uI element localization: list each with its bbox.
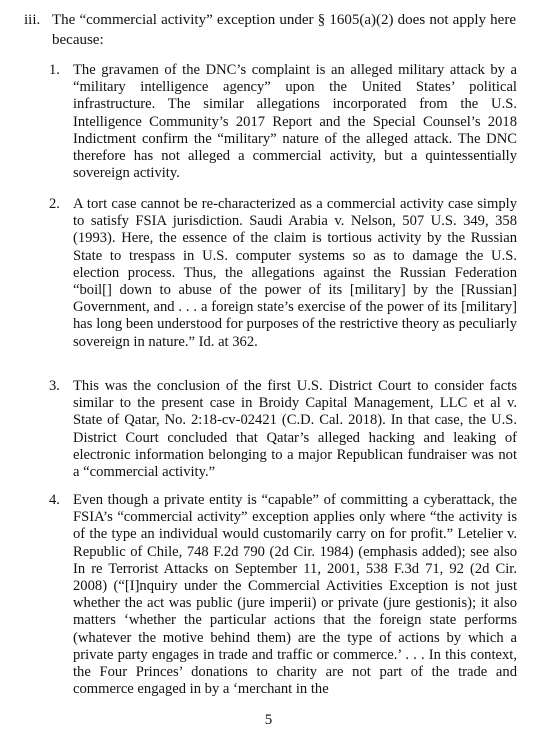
list-item-text: A tort case cannot be re-characterized as a commercial activity case simply to satisfy FSIA jurisdiction. Saudi Arabia v. Nelson, 507 U.S. 349, 358 (1993). Here, the essence of the claim is tortious activity by the Russian State to trespass in U.S. computer systems so as to damage the U.S. election process. Thus, the allegations against the Russian Federation “boil[] down to abuse of the power of its [military] by the [Russian] Government, and . . . a foreign state’s exercise of the power of its [military] has long been understood for purposes of the restrictive theory as peculiarly sovereign in nature.” Id. at 362. <box>73 196 517 350</box>
list-item-1 <box>49 62 517 182</box>
list-item-2 <box>49 196 517 351</box>
list-item-number: 4. <box>49 492 60 508</box>
list-item-number: 1. <box>49 62 60 78</box>
section-heading-number: iii. <box>24 12 41 28</box>
list-item-3 <box>49 378 517 481</box>
page-number: 5 <box>264 712 273 728</box>
list-item-text: This was the conclusion of the first U.S. District Court to consider facts similar to the present case in Broidy Capital Management, LLC et al v. State of Qatar, No. 2:18-cv-02421 (C.D. Cal. 2018). In that case, the U.S. District Court concluded that Qatar’s alleged hacking and leaking of electronic information belonging to a major Republican fundraiser was not a “commercial activity.” <box>73 378 517 481</box>
list-item-number: 3. <box>49 378 60 394</box>
list-item-number: 2. <box>49 196 60 212</box>
list-item-text: Even though a private entity is “capable” of committing a cyberattack, the FSIA’s “commercial activity” exception applies only where “the activity is of the type an individual would customarily carry on for profit.” Letelier v. Republic of Chile, 748 F.2d 790 (2d Cir. 1984) (emphasis added); see also In re Terrorist Attacks on September 11, 2001, 538 F.3d 71, 92 (2d Cir. 2008) (“[I]nquiry under the Commercial Activities Exception is not just whether the act was public (jure imperii) or private (jure gestionis); it also matters ‘whether the particular actions that the foreign state performs (whatever the motive behind them) are the type of actions by which a private party engages in trade and traffic or commerce.’ . . . In this context, the Four Princes’ donations to charity are not part of the trade and commerce engaged in by a ‘merchant in the <box>73 492 517 698</box>
section-heading <box>24 10 516 50</box>
section-heading-text: The “commercial activity” exception under § 1605(a)(2) does not apply here because: <box>52 12 516 48</box>
list-item-text: The gravamen of the DNC’s complaint is an alleged military attack by a “military intelligence agency” upon the United States’ political infrastructure. The similar allegations incorporated from the U.S. Intelligence Community’s 2017 Report and the Special Counsel’s 2018 Indictment confirm the “military” nature of the alleged attack. The DNC therefore has not alleged a commercial activity, but a quintessentially sovereign activity. <box>73 62 517 182</box>
list-item-4 <box>49 492 517 698</box>
